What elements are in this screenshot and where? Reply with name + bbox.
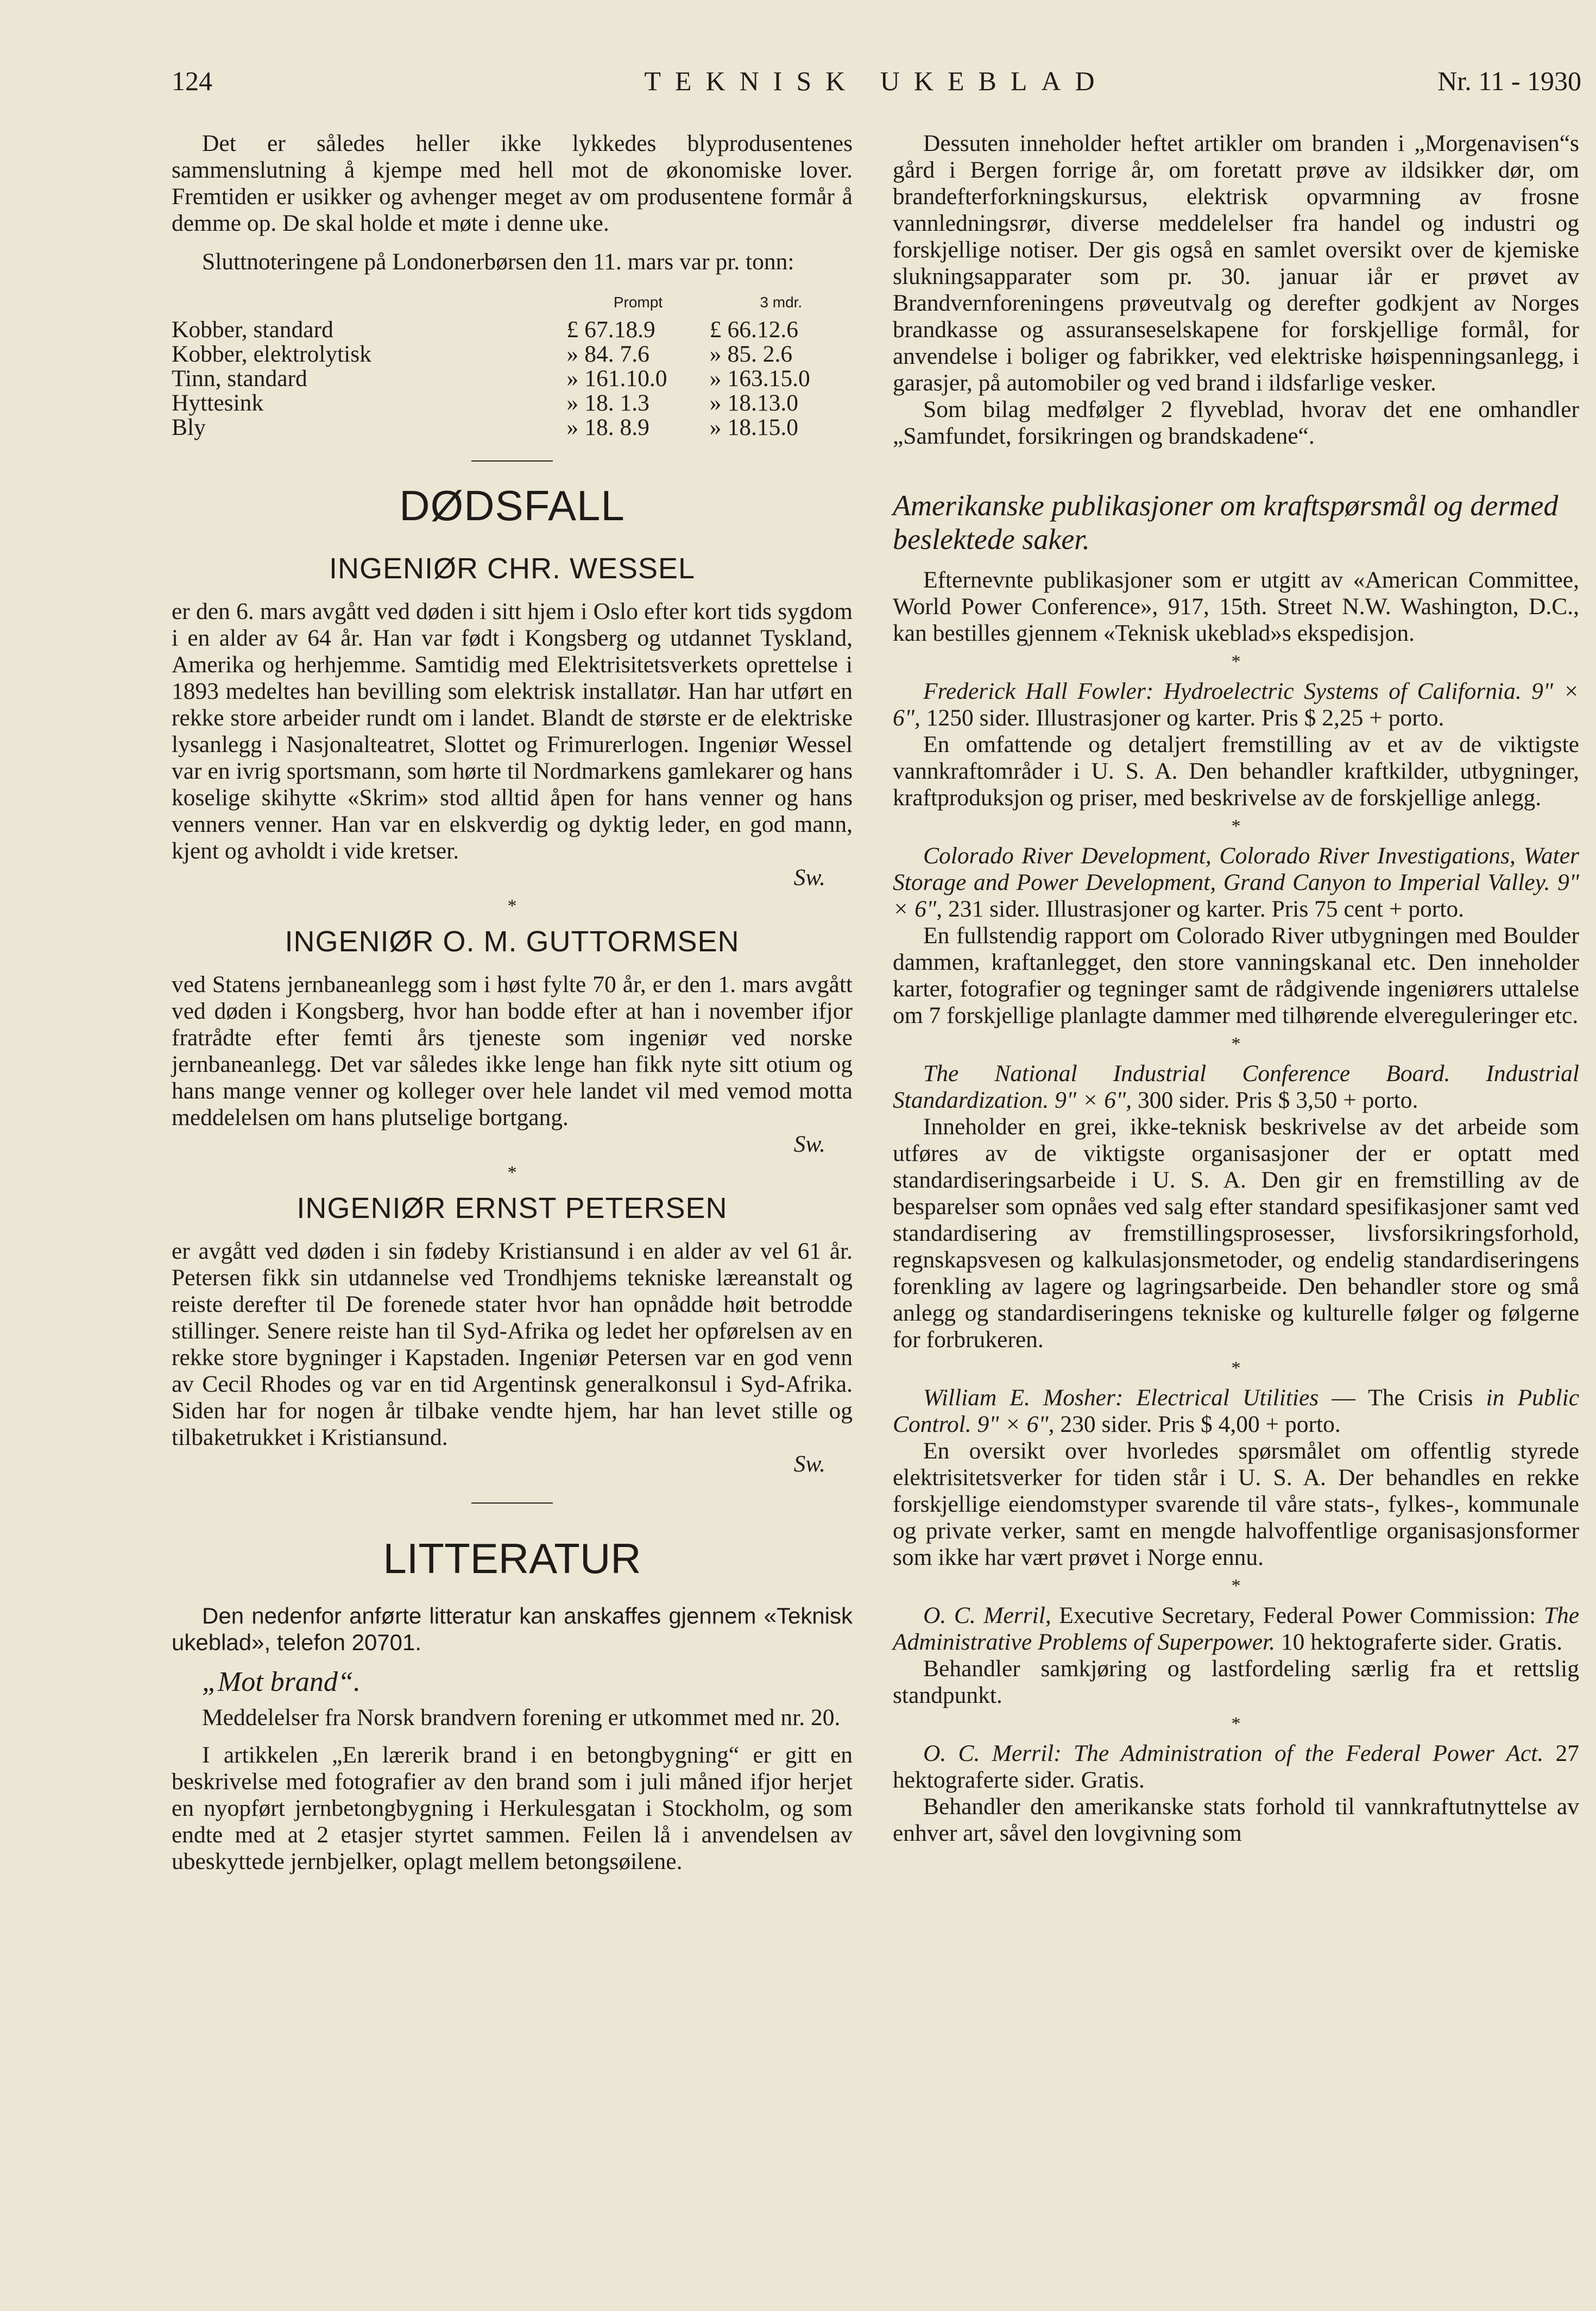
citation-merril-1: O. C. Merril, Executive Secretary, Federal Power Commission: The Administrative Problems of Superpower. 10 hektograferte sider. Gratis. <box>893 1602 1579 1655</box>
separator-asterisk: * <box>1231 1576 1241 1596</box>
separator-asterisk: * <box>507 896 517 916</box>
price-header-3mdr: 3 mdr. <box>760 294 803 311</box>
divider <box>471 1502 553 1504</box>
table-row: Kobber, elektrolytisk » 84. 7.6 » 85. 2.6 <box>172 341 793 367</box>
page-number: 124 <box>172 66 212 96</box>
citation-mosher: William E. Mosher: Electrical Utilities — The Crisis in Public Control. 9" × 6", 230 sider. Pris $ 4,00 + porto. <box>893 1385 1580 1437</box>
mot-brand-paragraph-2: I artikkelen „En lærerik brand i en betongbygning“ er gitt en beskrivelse med fotografier av den brand som i juli måned ifjor herjet en nyopført jernbetongbygning i Herkulesgatan i Stockholm, og som endte med at 2 etasjer styrtet sammen. Feilen lå i anvendelsen av ubeskyttede jernbjelker, oplagt mellem betongsøilene. <box>172 1742 853 1874</box>
description-merril-2: Behandler den amerikanske stats forhold til vannkraftutnyttelse av enhver art, såvel den lovgivning som <box>893 1794 1579 1846</box>
citation-merril-2: O. C. Merril: The Administration of the Federal Power Act. 27 hektograferte sider. Gratis. <box>893 1740 1579 1793</box>
intro-paragraph: Det er således heller ikke lykkedes blyprodusentenes sammenslutning å kjempe med hell mot de økonomiske lover. Fremtiden er usikker og avhenger meget av om produsentene formår å demme op. De skal holde et møte i denne uke. <box>172 130 853 236</box>
table-row: Kobber, standard £ 67.18.9 £ 66.12.6 <box>172 317 799 343</box>
separator-asterisk: * <box>1231 1358 1241 1378</box>
citation-nicb: The National Industrial Conference Board. Industrial Standardization. 9" × 6", 300 sider. Pris $ 3,50 + porto. <box>893 1060 1579 1113</box>
table-row: Bly » 18. 8.9 » 18.15.0 <box>172 414 799 440</box>
signature: Sw. <box>793 864 825 891</box>
separator-asterisk: * <box>1231 1714 1241 1734</box>
description-colorado: En fullstendig rapport om Colorado River utbygningen med Boulder dammen, kraftanlegget, den store vanningskanal etc. Den inneholder karter, fotografier og tegninger samt de rådgivende ingeniørers uttalelse om 7 forskjellige planlagte dammer med tilhørende elvereguleringer etc. <box>893 923 1579 1028</box>
signature: Sw. <box>793 1131 825 1157</box>
obituary-text-wessel: er den 6. mars avgått ved døden i sitt hjem i Oslo efter kort tids sygdom i en alder av 64 år. Han var født i Kongsberg og utdannet Tyskland, Amerika og herhjemme. Samtidig med Elektrisitetsverkets oprettelse i 1893 medeltes han bevilling som elektrisk installatør. Han har utført en rekke store arbeider rundt om i landet. Blandt de største er de elektriske lysanlegg i Nasjonalteatret, Slottet og Frimurerlogen. Ingeniør Wessel var en ivrig sportsmann, som hørte til Nordmarkens gamlekarer og hans koselige skihytte «Skrim» stod alltid åpen for hans venner og hans venners venner. Han var en elskverdig og dyktig leder, en god mann, kjent og avholdt i vide kretser. <box>172 598 853 864</box>
divider <box>471 460 553 462</box>
page-header <box>172 61 1581 99</box>
section-title-dodsfall: DØDSFALL <box>399 482 625 529</box>
left-column <box>172 130 853 1875</box>
citation-fowler: Frederick Hall Fowler: Hydroelectric Systems of California. 9" × 6", 1250 sider. Illustrasjoner og karter. Pris $ 2,25 + porto. <box>893 678 1579 731</box>
separator-asterisk: * <box>1231 1034 1241 1054</box>
signature: Sw. <box>793 1451 825 1477</box>
description-fowler: En omfattende og detaljert fremstilling av et av de viktigste vannkraftområder i U. S. A. Den behandler kraftkilder, utbygninger, kraftproduksjon og priser, med beskrivelse av de forskjellige anlegg. <box>893 731 1579 811</box>
separator-asterisk: * <box>1231 652 1241 672</box>
obituary-text-guttormsen: ved Statens jernbaneanlegg som i høst fylte 70 år, er den 1. mars avgått ved døden i Kongsberg, hvor han bodde efter at han i november ifjor fratrådte efter femti års tjeneste som ingeniør ved norske jernbaneanlegg. Det var således ikke lenge han fikk nyte sitt otium og hans mange venner og kolleger over hele landet vil med vemod motta meddelelsen om hans plutselige bortgang. <box>172 971 853 1131</box>
citation-colorado: Colorado River Development, Colorado River Investigations, Water Storage and Power Development, Grand Canyon to Imperial Valley. 9" × 6", 231 sider. Illustrasjoner og karter. Pris 75 cent + porto. <box>893 843 1579 922</box>
description-nicb: Inneholder en grei, ikke-teknisk beskrivelse av det arbeide som utføres av de viktigste organisasjoner der er optatt med standardiseringsarbeide i U. S. A. Den gir en fremstilling av de besparelser som opnåes ved salg efter standard spesifikasjoner samt ved standardisering av fremstillingsprosesser, livsforsikringsforhold, regnskapsvesen og kalkulasjonsmetoder, og endelig standardiseringens forenkling av lagere og lagringsarbeide. Den behandler store og små anlegg og standardiseringens tekniske og kulturelle følger og følgerne for forbrukeren. <box>893 1114 1579 1353</box>
subheading-mot-brand: „Mot brand“. <box>202 1666 361 1697</box>
price-header-prompt: Prompt <box>613 294 663 311</box>
section-title-litteratur: LITTERATUR <box>383 1535 641 1582</box>
separator-asterisk: * <box>1231 816 1241 836</box>
continued-paragraph: Dessuten inneholder heftet artikler om branden i „Morgenavisen“s gård i Bergen forrige år, om foretatt prøve av ildsikker dør, om brandefterforkningskursus, elektrisk opvarmning av frosne vannledningsrør, diverse meddelelser fra handel og industri og forskjellige notiser. Der gis også en samlet oversikt over de kjemiske slukningsapparater som pr. 30. januar iår er prøvet av Brandvernforeningens prøveutvalg og derefter godkjent av Norges brandkasse og assuranseselskapene for forskjellige formål, for anvendelse i boliger og fabrikker, ved elektriske høispenningsanlegg, i garasjer, på automobiler og ved brand i ildsfarlige vesker. <box>893 130 1579 396</box>
issue-number: Nr. 11 - 1930 <box>1437 66 1581 96</box>
description-mosher: En oversikt over hvorledes spørsmålet om offentlig styrede elektrisitetsverker for tiden står i U. S. A. Der behandles en rekke forskjellige eiendomstyper svarende til våre stats-, fylkes-, kommunale og private verker, samt en mengde halvoffentlige organisasjonsformer som ikke har vært prøvet i Norge ennu. <box>893 1438 1579 1570</box>
intro-paragraph-2: Sluttnoteringene på Londonerbørsen den 11. mars var pr. tonn: <box>202 249 794 275</box>
journal-title: TEKNISK UKEBLAD <box>644 66 1109 96</box>
mot-brand-paragraph-1: Meddelelser fra Norsk brandvern forening er utkommet med nr. 20. <box>202 1704 841 1731</box>
american-intro: Efternevnte publikasjoner som er utgitt av «American Committee, World Power Conference», 917, 15th. Street N.W. Washington, D.C., kan bestilles gjennem «Teknisk ukeblad»s ekspedisjon. <box>893 567 1579 646</box>
obituary-heading-petersen: INGENIØR ERNST PETERSEN <box>297 1192 728 1224</box>
continued-paragraph-2: Som bilag medfølger 2 flyveblad, hvorav det ene omhandler „Samfundet, forsikringen og brandskadene“. <box>893 396 1579 449</box>
obituary-heading-wessel: INGENIØR CHR. WESSEL <box>329 552 696 585</box>
table-row: Hyttesink » 18. 1.3 » 18.13.0 <box>172 390 799 416</box>
obituary-text-petersen: er avgått ved døden i sin fødeby Kristiansund i en alder av vel 61 år. Petersen fikk sin utdannelse ved Trondhjems tekniske læreanstalt og reiste derefter til De forenede stater hvor han opnådde høit betrodde stillinger. Senere reiste han til Syd-Afrika og ledet her opførelsen av en rekke store bygninger i Kapstaden. Ingeniør Petersen var en god venn av Cecil Rhodes og var en tid Argentinsk generalkonsul i Syd-Afrika. Siden har for nogen år tilbake vendte hjem, har han levet stille og tilbaketrukket i Kristiansund. <box>172 1238 853 1450</box>
section-title-amerikanske: Amerikanske publikasjoner om kraftspørsmål og dermed beslektede saker. <box>893 489 1559 555</box>
table-row: Tinn, standard » 161.10.0 » 163.15.0 <box>172 365 810 392</box>
right-column <box>893 130 1579 1847</box>
obituary-heading-guttormsen: INGENIØR O. M. GUTTORMSEN <box>285 925 740 958</box>
price-table <box>172 289 853 440</box>
separator-asterisk: * <box>507 1163 517 1183</box>
description-merril-1: Behandler samkjøring og lastfordeling særlig fra et rettslig standpunkt. <box>893 1656 1579 1708</box>
literature-intro: Den nedenfor anførte litteratur kan anskaffes gjennem «Teknisk ukeblad», telefon 20701. <box>172 1603 853 1655</box>
